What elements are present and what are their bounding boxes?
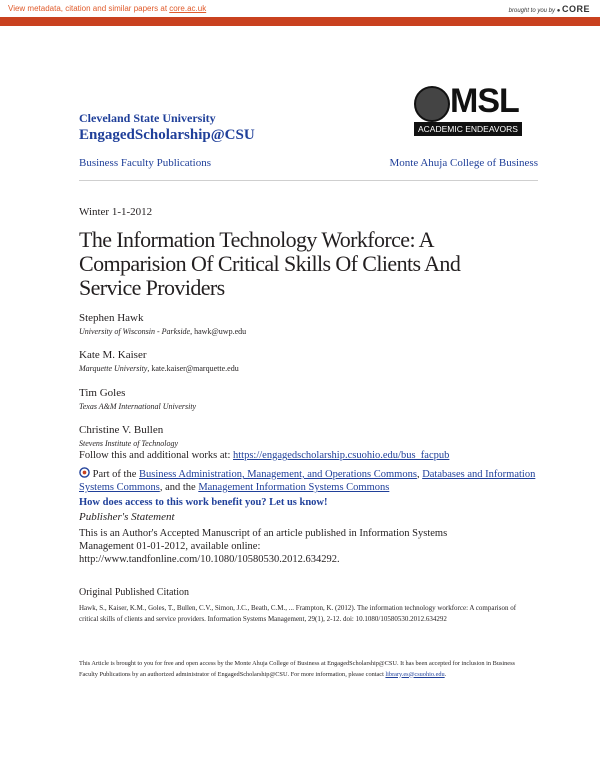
core-top-bar [0,0,600,17]
footer-end: . [444,670,447,678]
author-affiliation: Texas A&M International University [79,402,197,411]
core-logo-icon: ● [556,8,561,14]
college-link[interactable]: Monte Ahuja College of Business [389,157,538,169]
part-of-prefix: Part of the [90,469,139,480]
university-seal-icon [414,86,450,122]
citation-heading: Original Published Citation [79,587,189,598]
institution-block [79,111,255,144]
author-affiliation: University of Wisconsin - Parkside [79,327,191,336]
core-metadata-label: View metadata, citation and similar papers at [8,4,170,13]
core-brought-by: brought to you by [508,8,556,14]
part-of-line [79,467,539,494]
footer-text: This Article is brought to you for free and open access by the Monte Ahuja College of Business at EngagedScholarship@CSU. It has been accepted for inclusion in Business Faculty Publications by an authorized administrator of EngagedScholarship@CSU. For more information, please contact [79,660,515,678]
msl-logo-text: MSL [450,82,519,120]
author-entry [79,312,539,336]
citation-text: Hawk, S., Kaiser, K.M., Goles, T., Bullen, C.V., Simon, J.C., Beath, C.M., ... Frampton, K. (2012). The information technology workforce: A comparison of critical skills of clients and service providers. Information Systems Management, 29(1), 2-12. doi: 10.1080/10580530.2012.634292 [79,604,517,623]
commons-link-business[interactable]: Business Administration, Management, and Operations Commons [139,469,417,480]
author-email: , kate.kaiser@marquette.edu [147,364,239,373]
commons-link-mis[interactable]: Management Information Systems Commons [198,482,390,493]
part-of-and: , and the [159,482,199,493]
core-metadata-text [8,4,206,13]
author-affiliation: Marquette University [79,364,148,373]
author-affiliation: Stevens Institute of Technology [79,439,179,448]
msl-logo [414,82,522,136]
publisher-statement: This is an Author's Accepted Manuscript of an article published in Information Systems Management 01-01-2012, available online: http://www.tandfonline.com/10.1080/10580530.2012.634292. [79,528,448,565]
follow-line [79,449,539,462]
institution-name[interactable]: Cleveland State University [79,111,216,125]
commons-link-databases[interactable]: Databases and Information Systems Commons [79,469,536,493]
divider [79,180,538,181]
core-link[interactable]: core.ac.uk [169,4,207,13]
core-provided-bar [0,17,600,41]
msl-logo-bar: ACADEMIC ENDEAVORS [414,122,522,136]
provided-by-text[interactable]: provided by Cleveland-Marshall College of Law [475,35,590,41]
author-name: Christine V. Bullen [79,424,164,436]
network-icon [79,467,90,478]
collection-link[interactable]: Business Faculty Publications [79,157,211,169]
author-name: Stephen Hawk [79,312,144,324]
footer-note [79,659,525,680]
follow-prefix: Follow this and additional works at: [79,450,233,461]
contact-email-link[interactable]: library.es@csuohio.edu [385,670,445,678]
core-brand[interactable] [509,4,590,14]
core-brand-name: CORE [561,4,590,14]
author-entry [79,424,539,448]
access-feedback-link[interactable]: How does access to this work benefit you? Let us know! [79,497,328,508]
author-name: Kate M. Kaiser [79,349,147,361]
author-entry [79,349,539,373]
repository-name[interactable]: EngagedScholarship@CSU [79,127,255,143]
repository-collection-link[interactable]: https://engagedscholarship.csuohio.edu/bus_facpub [233,450,450,461]
publisher-heading: Publisher's Statement [79,511,175,523]
author-email: , hawk@uwp.edu [190,327,247,336]
publication-date: Winter 1-1-2012 [79,206,153,218]
part-of-sep: , [416,469,423,480]
page-title: The Information Technology Workforce: A Comparision Of Critical Skills Of Clients And Service Providers [79,227,461,300]
author-entry [79,387,539,411]
author-name: Tim Goles [79,387,126,399]
